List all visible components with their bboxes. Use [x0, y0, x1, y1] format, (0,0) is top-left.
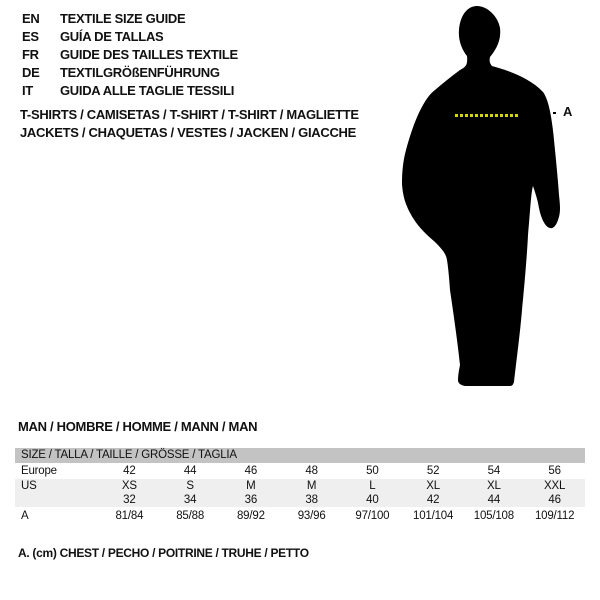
size-cell: 52: [426, 465, 440, 477]
size-cell: 44: [183, 465, 197, 477]
language-row: [22, 10, 238, 28]
language-row: [22, 64, 238, 82]
size-cell: 97/100: [355, 509, 390, 522]
section-title-man: MAN / HOMBRE / HOMME / MANN / MAN: [18, 419, 258, 434]
size-cell: 46: [548, 494, 561, 506]
category-line-tshirts: T-SHIRTS / CAMISETAS / T-SHIRT / T-SHIRT / MAGLIETTE: [20, 107, 359, 122]
language-code: EN: [22, 11, 40, 26]
language-row: [22, 28, 238, 46]
size-cell: 40: [366, 494, 379, 506]
measurement-footnote: A. (cm) CHEST / PECHO / POITRINE / TRUHE / PETTO: [18, 546, 309, 560]
size-cell: 38: [305, 494, 318, 506]
language-row: [22, 82, 238, 100]
language-code: DE: [22, 65, 40, 80]
size-cell: L: [369, 480, 376, 492]
size-cell: XS: [121, 480, 137, 492]
chest-measure-line: [455, 114, 518, 117]
language-code: FR: [22, 47, 39, 62]
size-cell: 85/88: [176, 509, 205, 522]
row-label: [15, 493, 99, 507]
size-cell: 89/92: [236, 509, 265, 522]
table-row-chest: [15, 507, 585, 524]
size-cell: S: [186, 480, 194, 492]
measure-connector-dashes: [541, 112, 559, 114]
size-cell: 34: [183, 494, 197, 506]
language-label: TEXTILGRÖßENFÜHRUNG: [60, 65, 220, 80]
language-code: ES: [22, 29, 39, 44]
table-row-us: [15, 479, 585, 493]
size-cell: 50: [366, 465, 379, 477]
size-cell: 36: [244, 494, 258, 506]
category-line-jackets: JACKETS / CHAQUETAS / VESTES / JACKEN / GIACCHE: [20, 125, 356, 140]
size-cell: M: [246, 480, 256, 492]
language-list: [22, 10, 238, 100]
size-cell: 42: [123, 465, 136, 477]
size-cell: 42: [426, 494, 440, 506]
man-silhouette-icon: [395, 4, 595, 396]
table-row-us-numeric: [15, 493, 585, 507]
size-cell: 54: [487, 465, 501, 477]
size-cell: XL: [487, 480, 501, 492]
language-label: GUIDE DES TAILLES TEXTILE: [60, 47, 238, 62]
size-table: [15, 463, 585, 524]
row-label: Europe: [21, 465, 57, 477]
language-code: IT: [22, 83, 33, 98]
measure-label-a: A: [563, 104, 573, 119]
size-cell: XXL: [544, 480, 566, 492]
size-cell: 101/104: [413, 509, 454, 522]
language-label: GUÍA DE TALLAS: [60, 29, 164, 44]
size-cell: 32: [123, 494, 136, 506]
table-row-europe: [15, 463, 585, 479]
size-table-header: SIZE / TALLA / TAILLE / GRÖSSE / TAGLIA: [15, 448, 585, 463]
language-row: [22, 46, 238, 64]
size-cell: 109/112: [534, 509, 575, 522]
size-cell: 44: [487, 494, 501, 506]
category-lines: [20, 106, 359, 142]
row-label: US: [21, 480, 37, 492]
man-silhouette-figure: [395, 4, 595, 396]
size-cell: 48: [305, 465, 318, 477]
size-cell: 81/84: [115, 509, 144, 522]
size-cell: XL: [426, 480, 440, 492]
language-label: GUIDA ALLE TAGLIE TESSILI: [60, 83, 235, 98]
size-cell: 105/108: [473, 509, 514, 522]
language-label: TEXTILE SIZE GUIDE: [60, 11, 186, 26]
size-cell: M: [306, 480, 317, 492]
size-cell: 56: [548, 465, 561, 477]
size-cell: 46: [244, 465, 258, 477]
row-label: A: [21, 509, 29, 522]
size-cell: 93/96: [297, 509, 326, 522]
